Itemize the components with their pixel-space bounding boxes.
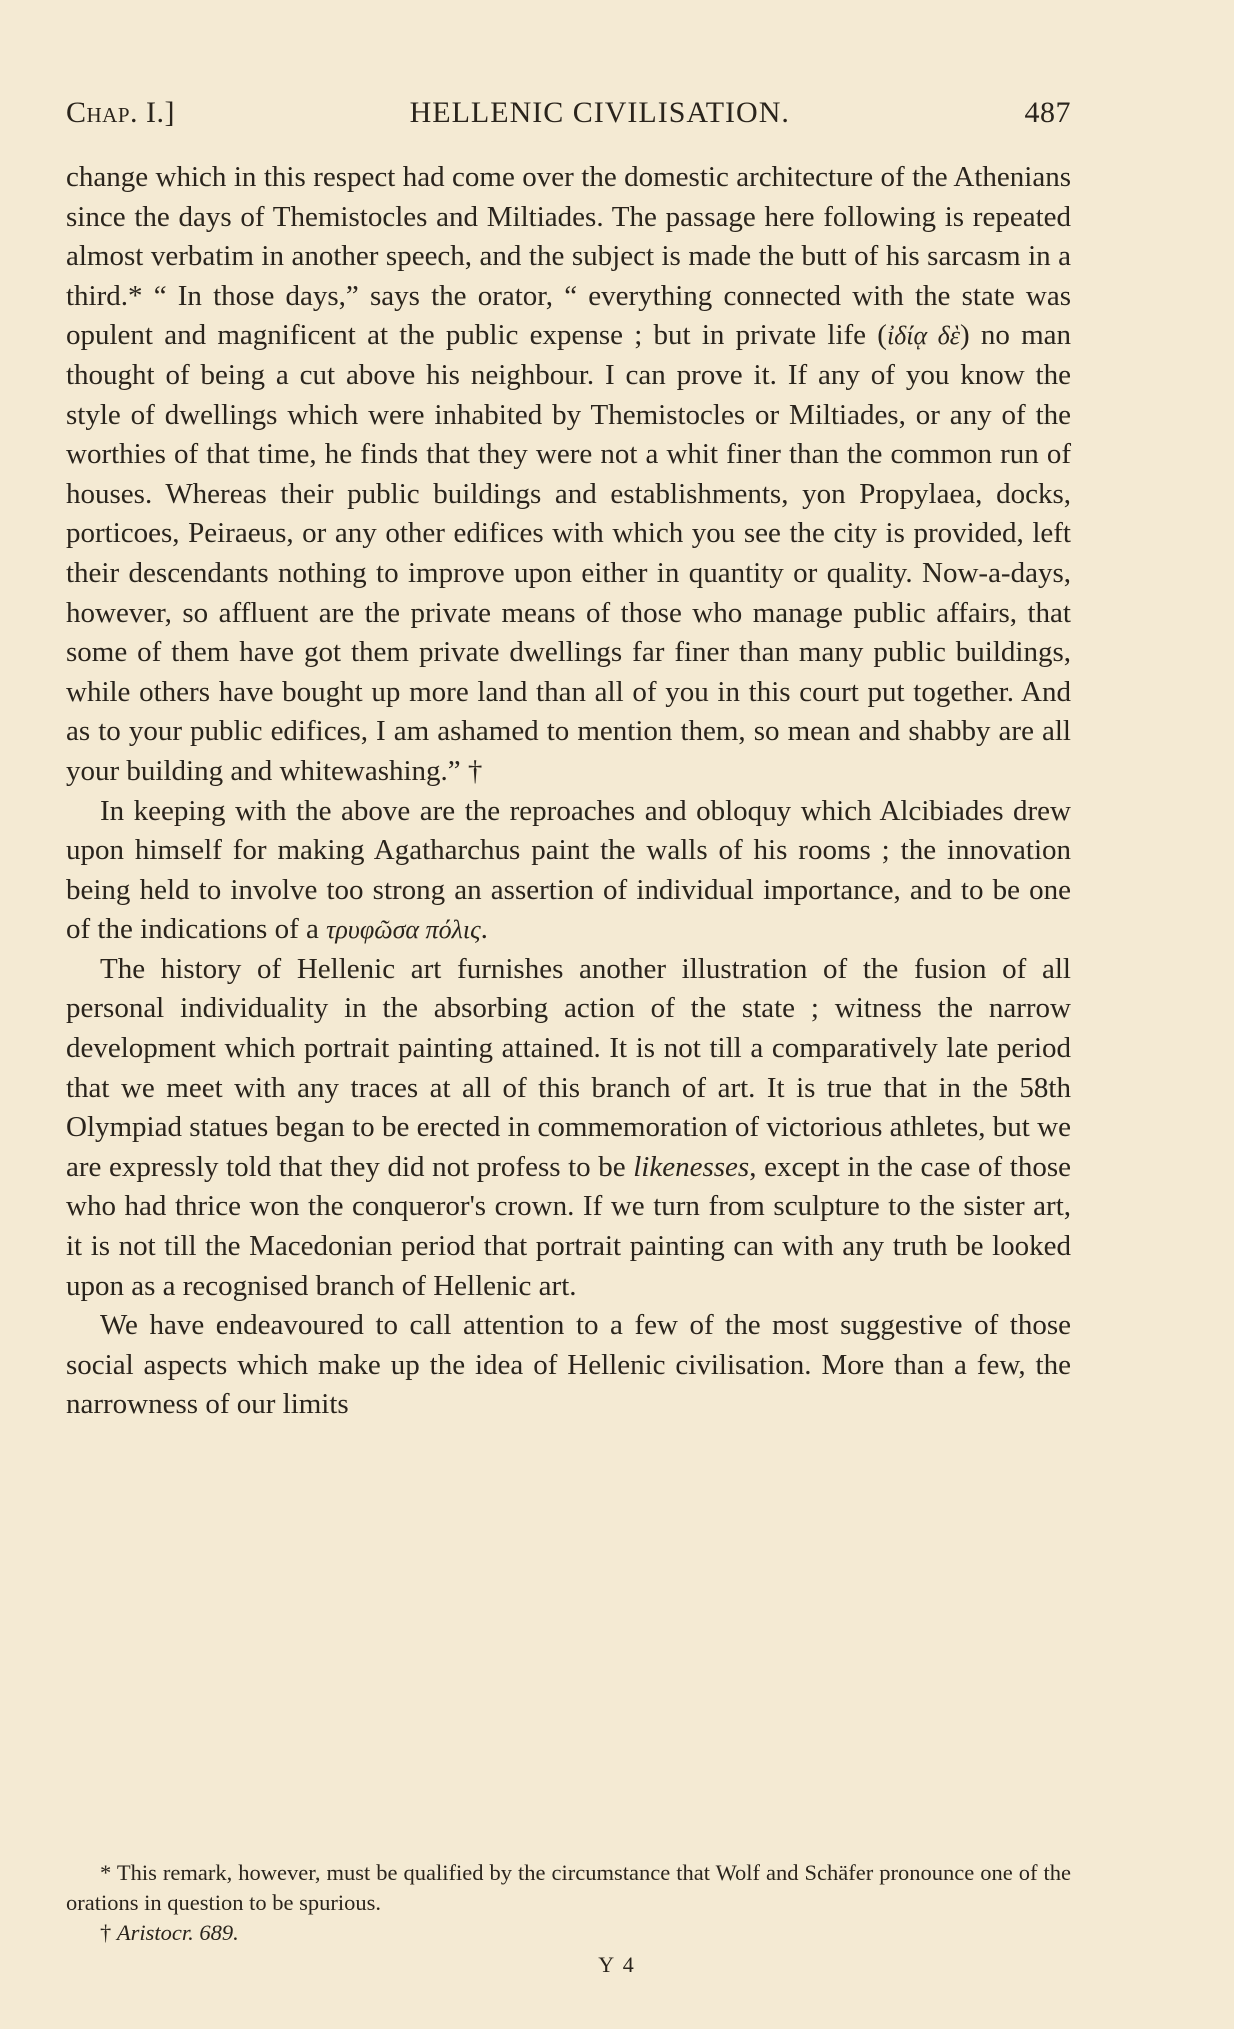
emphasis-likenesses: likenesses [633,1150,750,1183]
paragraph-3-text-a: The history of Hellenic art furnishes another illustration of the fusion of all personal individuality in the absorbing action of the state ; witness the narrow development which portrait painting attained. It is not till a comparatively late period that we meet with any traces at all of this branch of art. It is true that in the 58th Olympiad statues began to be erected in commemoration of victorious athletes, but we are expressly told that they did not profess to be [66,952,1071,1183]
footnotes [66,1858,1071,1948]
running-head [66,96,1071,136]
greek-phrase-idia-de: ἰδίᾳ δὲ [886,321,960,351]
paragraph-1-text-b: ) no man thought of being a cut above his neighbour. I can prove it. If any of you know the style of dwellings which were inhabited by Themistocles or Miltiades, or any of the worthies of that time, he finds that they were not a whit finer than the common run of houses. Whereas their public buildings and establishments, yon Propylaea, docks, porticoes, Peiraeus, or any other edifices with which you see the city is provided, left their descendants nothing to improve upon either in quantity or quality. Now-a-days, however, so affluent are the private means of those who manage public affairs, that some of them have got them private dwellings far finer than many public buildings, while others have bought up more land than all of you in this court put together. And as to your public edifices, I am ashamed to mention them, so mean and shabby are all your building and whitewashing.” † [66,319,1071,787]
paragraph-4-text: We have endeavoured to call attention to a few of the most suggestive of those social aspects which make up the idea of Hellenic civilisation. More than a few, the narrowness of our limits [66,1309,1071,1421]
paragraph-2-text-b: . [480,913,488,946]
page-number: 487 [1024,96,1071,129]
greek-phrase-tryphosa-polis: τρυφῶσα πόλις [326,915,481,945]
paragraph-3 [66,950,1071,1306]
paragraph-1 [66,158,1071,792]
footnote-2-mark: † [100,1920,112,1945]
footnote-1-text: This remark, however, must be qualified by the circumstance that Wolf and Schäfer pronounce one of the orations in question to be spurious. [66,1860,1072,1915]
footnote-2-text: Aristocr. 689. [116,1920,239,1945]
page-title: HELLENIC CIVILISATION. [409,96,790,129]
footnote-2 [66,1918,1071,1948]
paragraph-3-text-b: , except in the case of those who had thrice won the conqueror's crown. If we turn from sculpture to the sister art, it is not till the Macedonian period that portrait painting can with any truth be looked upon as a recognised branch of Hellenic art. [66,1150,1071,1302]
chapter-label: Chap. I.] [66,96,176,129]
paragraph-2-text-a: In keeping with the above are the reproaches and obloquy which Alcibiades drew upon himself for making Agatharchus paint the walls of his rooms ; the innovation being held to involve too strong an assertion of individual importance, and to be one of the indications of a [66,794,1071,946]
page [66,96,1071,1425]
footnote-1-mark: * [100,1860,112,1885]
footnote-1 [66,1858,1071,1918]
body-text [66,158,1071,1425]
paragraph-1-text-a: change which in this respect had come over the domestic architecture of the Athenians since the days of Themistocles and Miltiades. The passage here following is repeated almost verbatim in another speech, and the subject is made the butt of his sarcasm in a third.* “ In those days,” says the orator, “ everything connected with the state was opulent and magnificent at the public expense ; but in private life ( [66,161,1071,352]
paragraph-4 [66,1306,1071,1425]
signature-mark: Y 4 [598,1952,636,1977]
paragraph-2 [66,792,1071,950]
